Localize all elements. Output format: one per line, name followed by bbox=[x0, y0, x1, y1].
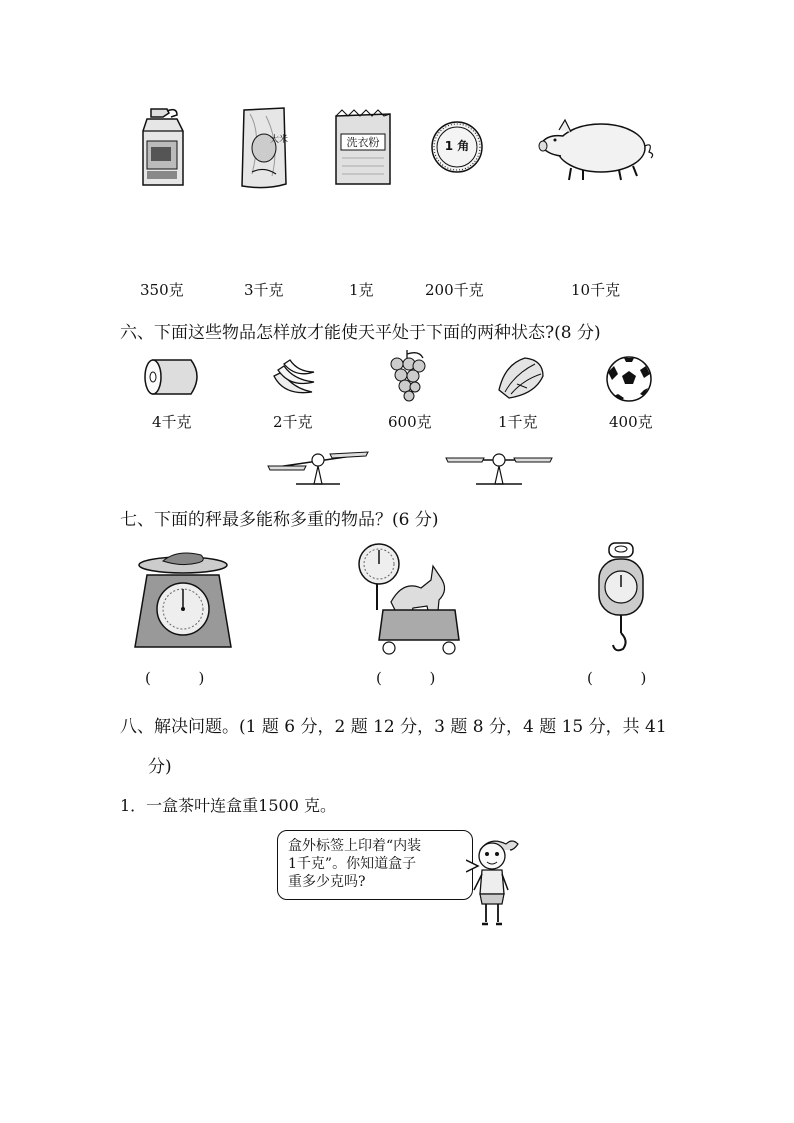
balance-level-icon bbox=[444, 444, 554, 490]
soccer-ball-icon bbox=[604, 354, 654, 408]
bubble-line: 重多少克吗? bbox=[288, 874, 366, 890]
weight-label: 350克 bbox=[140, 281, 184, 299]
weight-label: 1千克 bbox=[498, 413, 538, 431]
svg-text:1 角: 1 角 bbox=[444, 139, 470, 153]
weight-label: 1克 bbox=[349, 281, 374, 299]
girl-icon bbox=[468, 836, 520, 932]
weight-label: 2千克 bbox=[273, 413, 313, 431]
bubble-line: 1千克”。你知道盒子 bbox=[288, 856, 417, 872]
question-1: 1．一盒茶叶连盒重1500 克。 bbox=[120, 796, 336, 815]
cabbage-icon bbox=[495, 354, 547, 406]
section-8-heading: 八、解决问题。(1 题 6 分，2 题 12 分，3 题 8 分，4 题 15 分，共 41 bbox=[120, 717, 667, 737]
bubble-line: 盒外标签上印着“内装 bbox=[288, 838, 422, 854]
milk-carton-icon bbox=[137, 105, 189, 193]
svg-text:大米: 大米 bbox=[270, 135, 289, 145]
weight-label: 600克 bbox=[388, 413, 432, 431]
svg-text:洗衣粉: 洗衣粉 bbox=[346, 136, 380, 149]
section-8-heading-continued: 分) bbox=[148, 757, 172, 777]
coin-icon bbox=[430, 120, 484, 178]
balance-tilted-icon bbox=[266, 444, 370, 490]
platform-scale-icon bbox=[355, 540, 467, 662]
speech-bubble bbox=[277, 830, 473, 900]
answer-blank[interactable]: ( ) bbox=[376, 669, 436, 687]
grapes-icon bbox=[385, 348, 429, 410]
ham-icon bbox=[143, 356, 205, 402]
weight-label: 400克 bbox=[609, 413, 653, 431]
detergent-bag-icon bbox=[332, 108, 394, 192]
kitchen-scale-icon bbox=[127, 545, 239, 655]
answer-blank[interactable]: ( ) bbox=[145, 669, 205, 687]
section-7-heading: 七、下面的秤最多能称多重的物品？(6 分) bbox=[120, 510, 439, 530]
answer-blank[interactable]: ( ) bbox=[587, 669, 647, 687]
weight-label: 200千克 bbox=[425, 281, 484, 299]
section-6-heading: 六、下面这些物品怎样放才能使天平处于下面的两种状态?(8 分) bbox=[120, 323, 601, 343]
hanging-scale-icon bbox=[595, 541, 647, 661]
weight-label: 3千克 bbox=[244, 281, 284, 299]
weight-label: 4千克 bbox=[152, 413, 192, 431]
pig-icon bbox=[535, 112, 657, 188]
rice-bag-icon bbox=[236, 104, 294, 196]
weight-label: 10千克 bbox=[571, 281, 621, 299]
banana-icon bbox=[268, 356, 318, 406]
